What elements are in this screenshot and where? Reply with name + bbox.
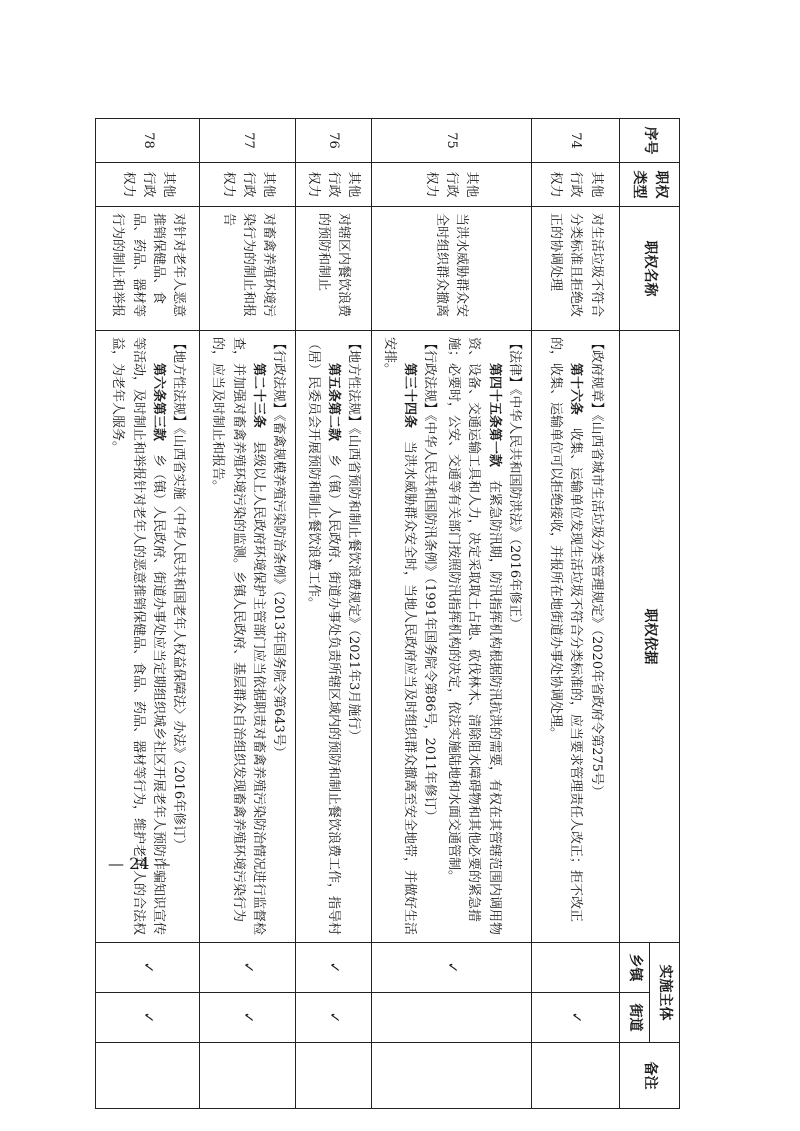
basis-article: 第十六条 [568, 363, 584, 416]
row-remark [531, 1043, 619, 1109]
table-row [96, 119, 200, 1109]
basis-tag: 【地方性法规】 [346, 337, 362, 429]
basis-title: 《山西省预防和制止餐饮浪费规定》（2021年3月施行） [346, 428, 362, 743]
row-remark [295, 1043, 371, 1109]
basis-entry [303, 337, 363, 936]
header-basis: 职权依据 [620, 331, 680, 943]
page-number: — 24 — [108, 854, 171, 873]
basis-text: 乡（镇）人民政府、街道办事处负责所辖区域内的预防和制止餐饮浪费工作，指导村（居）民委员会开展预防和制止餐饮浪费工作。 [306, 337, 342, 936]
header-remark: 备注 [620, 1043, 680, 1109]
basis-entry [545, 337, 605, 936]
row-street-check: ✓ [96, 993, 200, 1043]
row-type: 其他行政权力 [371, 163, 531, 207]
row-street-check: ✓ [200, 993, 296, 1043]
basis-article: 第四十五条第一款 [486, 363, 502, 468]
powers-table [95, 118, 680, 1109]
basis-text: 县级以上人民政府环境保护主管部门应当依据职责对畜禽养殖污染防治情况进行监督检查，并加强对畜禽养殖环境污染的监测。乡镇人民政府、基层群众自治组织发现畜禽养殖环境污染行为的，应当及时制止和报告。 [210, 337, 266, 936]
row-basis [371, 331, 531, 943]
rotated-table-wrapper [95, 118, 680, 1108]
basis-tag: 【行政法规】 [422, 337, 438, 416]
header-type: 职权类型 [620, 163, 680, 207]
row-township-check [531, 943, 619, 993]
row-name: 对针对老年人恶意推销保健品、食品、药品、器材等行为的制止和举报 [96, 207, 200, 331]
basis-tag: 【政府规章】 [588, 337, 604, 416]
row-township-check: ✓ [295, 943, 371, 993]
basis-title: 《山西省城市生活垃圾分类管理规定》（2020年省政府令第275号） [588, 415, 604, 798]
row-seq: 78 [96, 119, 200, 163]
row-remark [371, 1043, 531, 1109]
row-remark [200, 1043, 296, 1109]
row-type: 其他行政权力 [200, 163, 296, 207]
row-basis [200, 331, 296, 943]
row-township-check: ✓ [96, 943, 200, 993]
basis-title: 《畜禽规模养殖污染防治条例》（2013年国务院令第643号） [270, 415, 286, 759]
row-name: 对辖区内餐饮浪费的预防和制止 [295, 207, 371, 331]
basis-title: 《中华人民共和国防洪法》（2016年修正） [506, 389, 522, 631]
row-remark [96, 1043, 200, 1109]
table-body [96, 119, 620, 1109]
row-seq: 75 [371, 119, 531, 163]
basis-text: 当洪水威胁群众安全时，当地人民政府应当及时组织群众撤离至安全地带，并做好生活安排。 [381, 337, 417, 936]
basis-tag: 【地方性法规】 [170, 337, 186, 429]
table-row [531, 119, 619, 1109]
header-township: 乡镇 [620, 943, 650, 993]
table-row [371, 119, 531, 1109]
basis-title: 《山西省实施〈中华人民共和国老年人权益保障法〉办法》（2016年修订） [170, 428, 186, 852]
header-seq: 序号 [620, 119, 680, 163]
basis-entry [207, 337, 288, 936]
row-seq: 76 [295, 119, 371, 163]
basis-article: 第三十四条 [401, 363, 417, 429]
row-name: 当洪水威胁群众安全时组织群众撤离 [371, 207, 531, 331]
basis-title: 《中华人民共和国防汛条例》（1991年国务院令第86号，2011年修订） [422, 415, 438, 823]
row-type: 其他行政权力 [96, 163, 200, 207]
row-basis [531, 331, 619, 943]
row-basis [96, 331, 200, 943]
row-type: 其他行政权力 [531, 163, 619, 207]
header-name: 职权名称 [620, 207, 680, 331]
basis-article: 第二十三条 [250, 363, 266, 429]
row-township-check: ✓ [371, 943, 531, 993]
basis-text: 在紧急防汛期，防汛指挥机构根据防汛抗洪的需要，有权在其管辖范围内调用物资、设备、交通运输工具和人力，决定采取取土占地、砍伐林木、清除阻水障碍物和其他必要的紧急措施；必要时，公安、交通等有关部门按照防汛指挥机构的决定，依法实施陆地和水面交通管制。 [446, 337, 502, 936]
header-subject: 实施主体 [650, 943, 680, 1043]
row-name: 对畜禽养殖环境污染行为的制止和报告 [200, 207, 296, 331]
row-type: 其他行政权力 [295, 163, 371, 207]
table-row [295, 119, 371, 1109]
basis-entry [443, 337, 524, 936]
row-township-check: ✓ [200, 943, 296, 993]
row-seq: 77 [200, 119, 296, 163]
header-street: 街道 [620, 993, 650, 1043]
row-name: 对生活垃圾不符合分类标准且拒绝改正的协调处理 [531, 207, 619, 331]
row-basis [295, 331, 371, 943]
basis-entry [379, 337, 439, 936]
basis-text: 收集、运输单位发现生活垃圾不符合分类标准的，应当要求管理责任人改正；拒不改正的，收集、运输单位可以拒绝接收，并报所在地街道办事处协调处理。 [548, 337, 584, 923]
basis-tag: 【法律】 [506, 337, 522, 390]
basis-text: 乡（镇）人民政府、街道办事处应当定期组织城乡社区开展老年人预防诈骗知识宣传等活动，及时制止和举报针对老年人的恶意推销保健品、食品、药品、器材等行为，维护老年人的合法权益，为老年人服务。 [110, 337, 166, 936]
basis-article: 第六条第三款 [150, 363, 166, 442]
row-street-check: ✓ [295, 993, 371, 1043]
row-street-check [371, 993, 531, 1043]
basis-entry [107, 337, 188, 936]
basis-article: 第五条第二款 [326, 363, 342, 442]
row-street-check: ✓ [531, 993, 619, 1043]
table-row [200, 119, 296, 1109]
row-seq: 74 [531, 119, 619, 163]
basis-tag: 【行政法规】 [270, 337, 286, 416]
